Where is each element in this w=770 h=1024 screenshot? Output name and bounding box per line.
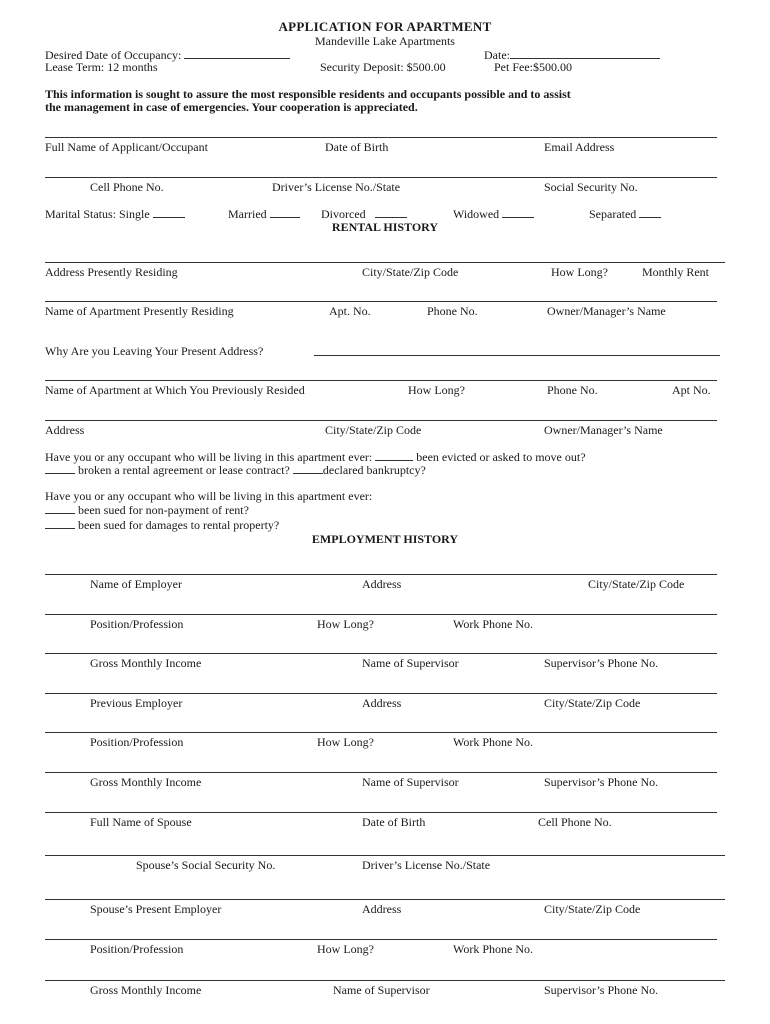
- previous-income-line[interactable]: [45, 772, 717, 773]
- spouse-dob-label: Date of Birth: [362, 815, 426, 829]
- why-leaving-label: Why Are you Leaving Your Present Address?: [45, 344, 264, 358]
- sued-intro: Have you or any occupant who will be living in this apartment ever:: [45, 489, 373, 503]
- sued-rent-label: been sued for non-payment of rent?: [78, 503, 249, 517]
- present-owner-label: Owner/Manager’s Name: [547, 304, 666, 318]
- gross-income-label: Gross Monthly Income: [90, 656, 202, 670]
- previous-phone-label: Phone No.: [547, 383, 598, 397]
- employer-address-label: Address: [362, 577, 402, 591]
- employer-label: Name of Employer: [90, 577, 182, 591]
- applicant-name-line[interactable]: [45, 137, 717, 138]
- previous-address-label: Address: [45, 423, 85, 437]
- spouse-name-line[interactable]: [45, 812, 717, 813]
- spouse-dl-label: Driver’s License No./State: [362, 858, 491, 872]
- previous-employer-city-label: City/State/Zip Code: [544, 696, 641, 710]
- sued-damages-label: been sued for damages to rental property?: [78, 518, 280, 532]
- previous-apartment-line[interactable]: [45, 380, 717, 381]
- cell-label: Cell Phone No.: [90, 180, 164, 194]
- spouse-employer-line[interactable]: [45, 899, 725, 900]
- email-label: Email Address: [544, 140, 615, 154]
- previous-city-label: City/State/Zip Code: [325, 423, 422, 437]
- spouse-ssn-label: Spouse’s Social Security No.: [136, 858, 276, 872]
- cell-line[interactable]: [45, 177, 717, 178]
- form-title: APPLICATION FOR APARTMENT: [278, 19, 492, 34]
- position-label: Position/Profession: [90, 617, 184, 631]
- present-apartment-label: Name of Apartment Presently Residing: [45, 304, 234, 318]
- lease-bankruptcy-question: [45, 463, 426, 477]
- previous-supervisor-label: Name of Supervisor: [362, 775, 459, 789]
- married-label: Married: [228, 207, 267, 221]
- present-apartment-line[interactable]: [45, 301, 717, 302]
- spouse-ssn-line[interactable]: [45, 855, 725, 856]
- previous-employer-address-label: Address: [362, 696, 402, 710]
- dob-label: Date of Birth: [325, 140, 389, 154]
- spouse-how-long-label: How Long?: [317, 942, 374, 956]
- married-blank[interactable]: [270, 207, 300, 218]
- apt-no-label: Apt. No.: [329, 304, 371, 318]
- occupancy-date-blank[interactable]: [184, 48, 290, 59]
- supervisor-label: Name of Supervisor: [362, 656, 459, 670]
- why-leaving-line[interactable]: [314, 355, 720, 356]
- sued-rent-question: [45, 503, 249, 517]
- separated-label: Separated: [589, 207, 637, 221]
- drivers-license-label: Driver’s License No./State: [272, 180, 401, 194]
- spouse-position-line[interactable]: [45, 939, 717, 940]
- pet-fee: Pet Fee:$500.00: [494, 60, 572, 74]
- evicted-label: been evicted or asked to move out?: [416, 450, 586, 464]
- broken-lease-label: broken a rental agreement or lease contract?: [78, 463, 290, 477]
- spouse-name-label: Full Name of Spouse: [90, 815, 192, 829]
- position-line[interactable]: [45, 614, 717, 615]
- present-address-label: Address Presently Residing: [45, 265, 178, 279]
- previous-how-long-label: How Long?: [408, 383, 465, 397]
- previous-supervisor-phone-label: Supervisor’s Phone No.: [544, 775, 659, 789]
- employer-line[interactable]: [45, 574, 717, 575]
- present-address-line[interactable]: [45, 262, 725, 263]
- sued-damages-blank[interactable]: [45, 518, 75, 529]
- previous-how-long-label: How Long?: [317, 735, 374, 749]
- security-deposit: Security Deposit: $500.00: [320, 60, 446, 74]
- income-line[interactable]: [45, 653, 717, 654]
- sued-rent-blank[interactable]: [45, 503, 75, 514]
- spouse-supervisor-phone-label: Supervisor’s Phone No.: [544, 983, 659, 997]
- spouse-cell-label: Cell Phone No.: [538, 815, 612, 829]
- present-phone-label: Phone No.: [427, 304, 478, 318]
- eviction-question: [45, 450, 586, 464]
- broken-lease-blank[interactable]: [45, 463, 75, 474]
- spouse-position-label: Position/Profession: [90, 942, 184, 956]
- previous-position-label: Position/Profession: [90, 735, 184, 749]
- eviction-intro: Have you or any occupant who will be living in this apartment ever:: [45, 450, 373, 464]
- employment-history-heading: EMPLOYMENT HISTORY: [311, 532, 459, 546]
- monthly-rent-label: Monthly Rent: [642, 265, 710, 279]
- employer-city-label: City/State/Zip Code: [588, 577, 685, 591]
- evicted-blank[interactable]: [375, 450, 413, 461]
- previous-apartment-label: Name of Apartment at Which You Previously Resided: [45, 383, 305, 397]
- notice-line-2: the management in case of emergencies. Your cooperation is appreciated.: [45, 100, 418, 114]
- lease-term: Lease Term: 12 months: [45, 60, 158, 74]
- applicant-name-label: Full Name of Applicant/Occupant: [45, 140, 208, 154]
- bankruptcy-label: declared bankruptcy?: [322, 463, 426, 477]
- previous-address-line[interactable]: [45, 420, 717, 421]
- marital-single[interactable]: [45, 207, 185, 221]
- spouse-income-line[interactable]: [45, 980, 725, 981]
- marital-divorced[interactable]: [321, 207, 407, 221]
- previous-employer-label: Previous Employer: [90, 696, 183, 710]
- separated-blank[interactable]: [639, 207, 661, 218]
- present-how-long-label: How Long?: [551, 265, 608, 279]
- marital-married[interactable]: [228, 207, 300, 221]
- marital-status-label: Marital Status: Single: [45, 207, 150, 221]
- spouse-supervisor-label: Name of Supervisor: [333, 983, 430, 997]
- work-phone-label: Work Phone No.: [453, 617, 534, 631]
- previous-apt-no-label: Apt No.: [672, 383, 711, 397]
- spouse-employer-label: Spouse’s Present Employer: [90, 902, 222, 916]
- form-subtitle: Mandeville Lake Apartments: [315, 34, 455, 48]
- supervisor-phone-label: Supervisor’s Phone No.: [544, 656, 659, 670]
- date-label: Date:: [484, 48, 510, 62]
- rental-history-heading: RENTAL HISTORY: [331, 220, 439, 234]
- spouse-work-phone-label: Work Phone No.: [453, 942, 534, 956]
- previous-employer-line[interactable]: [45, 693, 717, 694]
- widowed-label: Widowed: [453, 207, 500, 221]
- notice-line-1: This information is sought to assure the most responsible residents and occupants possible and to assist: [45, 87, 571, 101]
- bankruptcy-blank[interactable]: [293, 463, 323, 474]
- marital-separated[interactable]: [589, 207, 661, 221]
- spouse-income-label: Gross Monthly Income: [90, 983, 202, 997]
- previous-position-line[interactable]: [45, 732, 717, 733]
- previous-income-label: Gross Monthly Income: [90, 775, 202, 789]
- previous-owner-label: Owner/Manager’s Name: [544, 423, 663, 437]
- divorced-label: Divorced: [321, 207, 366, 221]
- ssn-label: Social Security No.: [544, 180, 638, 194]
- spouse-employer-city-label: City/State/Zip Code: [544, 902, 641, 916]
- sued-damages-question: [45, 518, 279, 532]
- previous-work-phone-label: Work Phone No.: [453, 735, 534, 749]
- marital-widowed[interactable]: [453, 207, 534, 221]
- single-blank[interactable]: [153, 207, 185, 218]
- present-city-label: City/State/Zip Code: [362, 265, 459, 279]
- divorced-blank[interactable]: [375, 207, 407, 218]
- employment-how-long-label: How Long?: [317, 617, 374, 631]
- date-blank[interactable]: [510, 48, 660, 59]
- widowed-blank[interactable]: [502, 207, 534, 218]
- occupancy-date-label: Desired Date of Occupancy:: [45, 48, 182, 62]
- spouse-employer-address-label: Address: [362, 902, 402, 916]
